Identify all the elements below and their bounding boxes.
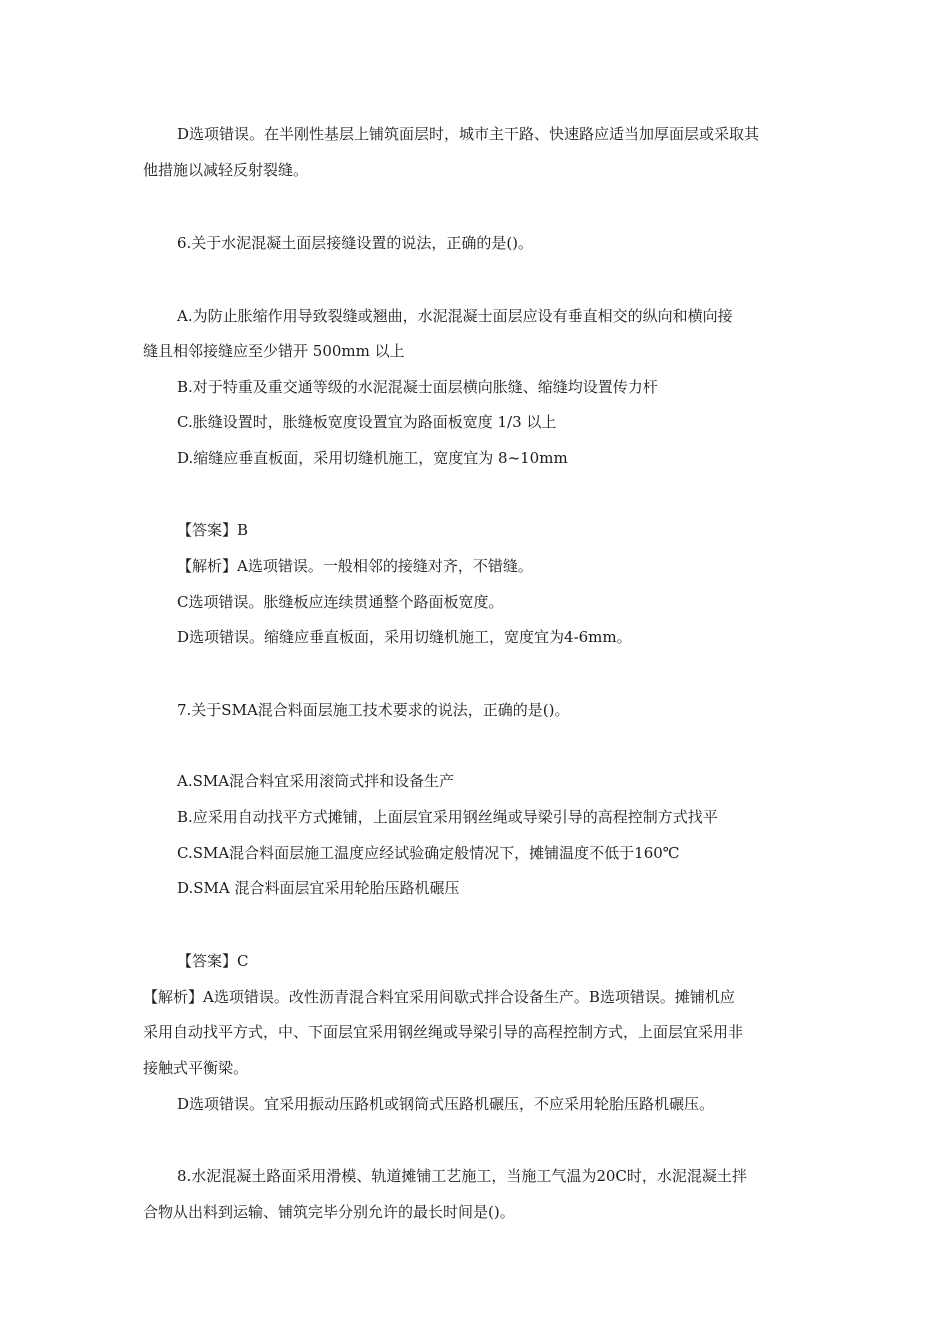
question-title-cont: 合物从出料到运输、铺筑完毕分别允许的最长时间是()。 [143, 1203, 515, 1221]
option-c: C.SMA混合料面层施工温度应经试验确定般情况下，摊铺温度不低于160℃ [177, 844, 680, 862]
answer-label: 【答案】C [177, 952, 249, 970]
paragraph-line: 他措施以减轻反射裂缝。 [143, 161, 309, 179]
analysis-line: 【解析】A选项错误。改性沥青混合料宜采用间歇式拌合设备生产。B选项错误。摊铺机应 [143, 988, 735, 1006]
option-a: A.SMA混合料宜采用滚筒式拌和设备生产 [177, 772, 455, 790]
option-b: B.应采用自动找平方式摊铺，上面层宜采用钢丝绳或导梁引导的高程控制方式找平 [177, 808, 718, 826]
analysis-line: 采用自动找平方式，中、下面层宜采用钢丝绳或导梁引导的高程控制方式，上面层宜采用非 [143, 1023, 744, 1041]
question-title: 7.关于SMA混合料面层施工技术要求的说法，正确的是()。 [177, 701, 570, 719]
option-a: A.为防止胀缩作用导致裂缝或翘曲，水泥混凝士面层应设有垂直相交的纵向和横向接 [177, 307, 733, 325]
analysis-line: D选项错误。宜采用振动压路机或钢筒式压路机碾压，不应采用轮胎压路机碾压。 [177, 1095, 715, 1113]
analysis-line: D选项错误。缩缝应垂直板面，采用切缝机施工，宽度宜为4-6mm。 [177, 628, 632, 646]
analysis-line: C选项错误。胀缝板应连续贯通整个路面板宽度。 [177, 593, 504, 611]
question-title: 8.水泥混凝土路面采用滑模、轨道摊铺工艺施工，当施工气温为20C时，水泥混凝土拌 [177, 1167, 747, 1185]
option-d: D.SMA 混合料面层宜采用轮胎压路机碾压 [177, 879, 460, 897]
option-a-cont: 缝且相邻接缝应至少错开 500mm 以上 [143, 342, 405, 360]
option-d: D.缩缝应垂直板面，采用切缝机施工，宽度宜为 8~10mm [177, 449, 568, 467]
analysis-line: 【解析】A选项错误。一般相邻的接缝对齐，不错缝。 [177, 557, 533, 575]
answer-label: 【答案】B [177, 521, 249, 539]
option-c: C.胀缝设置时，胀缝板宽度设置宜为路面板宽度 1/3 以上 [177, 413, 557, 431]
option-b: B.对于特重及重交通等级的水泥混凝士面层横向胀缝、缩缝均设置传力杆 [177, 378, 658, 396]
question-title: 6.关于水泥混凝土面层接缝设置的说法，正确的是()。 [177, 234, 534, 252]
analysis-line: 接触式平衡梁。 [143, 1059, 249, 1077]
paragraph-line: D选项错误。在半刚性基层上铺筑面层时，城市主干路、快速路应适当加厚面层或采取其 [177, 125, 760, 143]
